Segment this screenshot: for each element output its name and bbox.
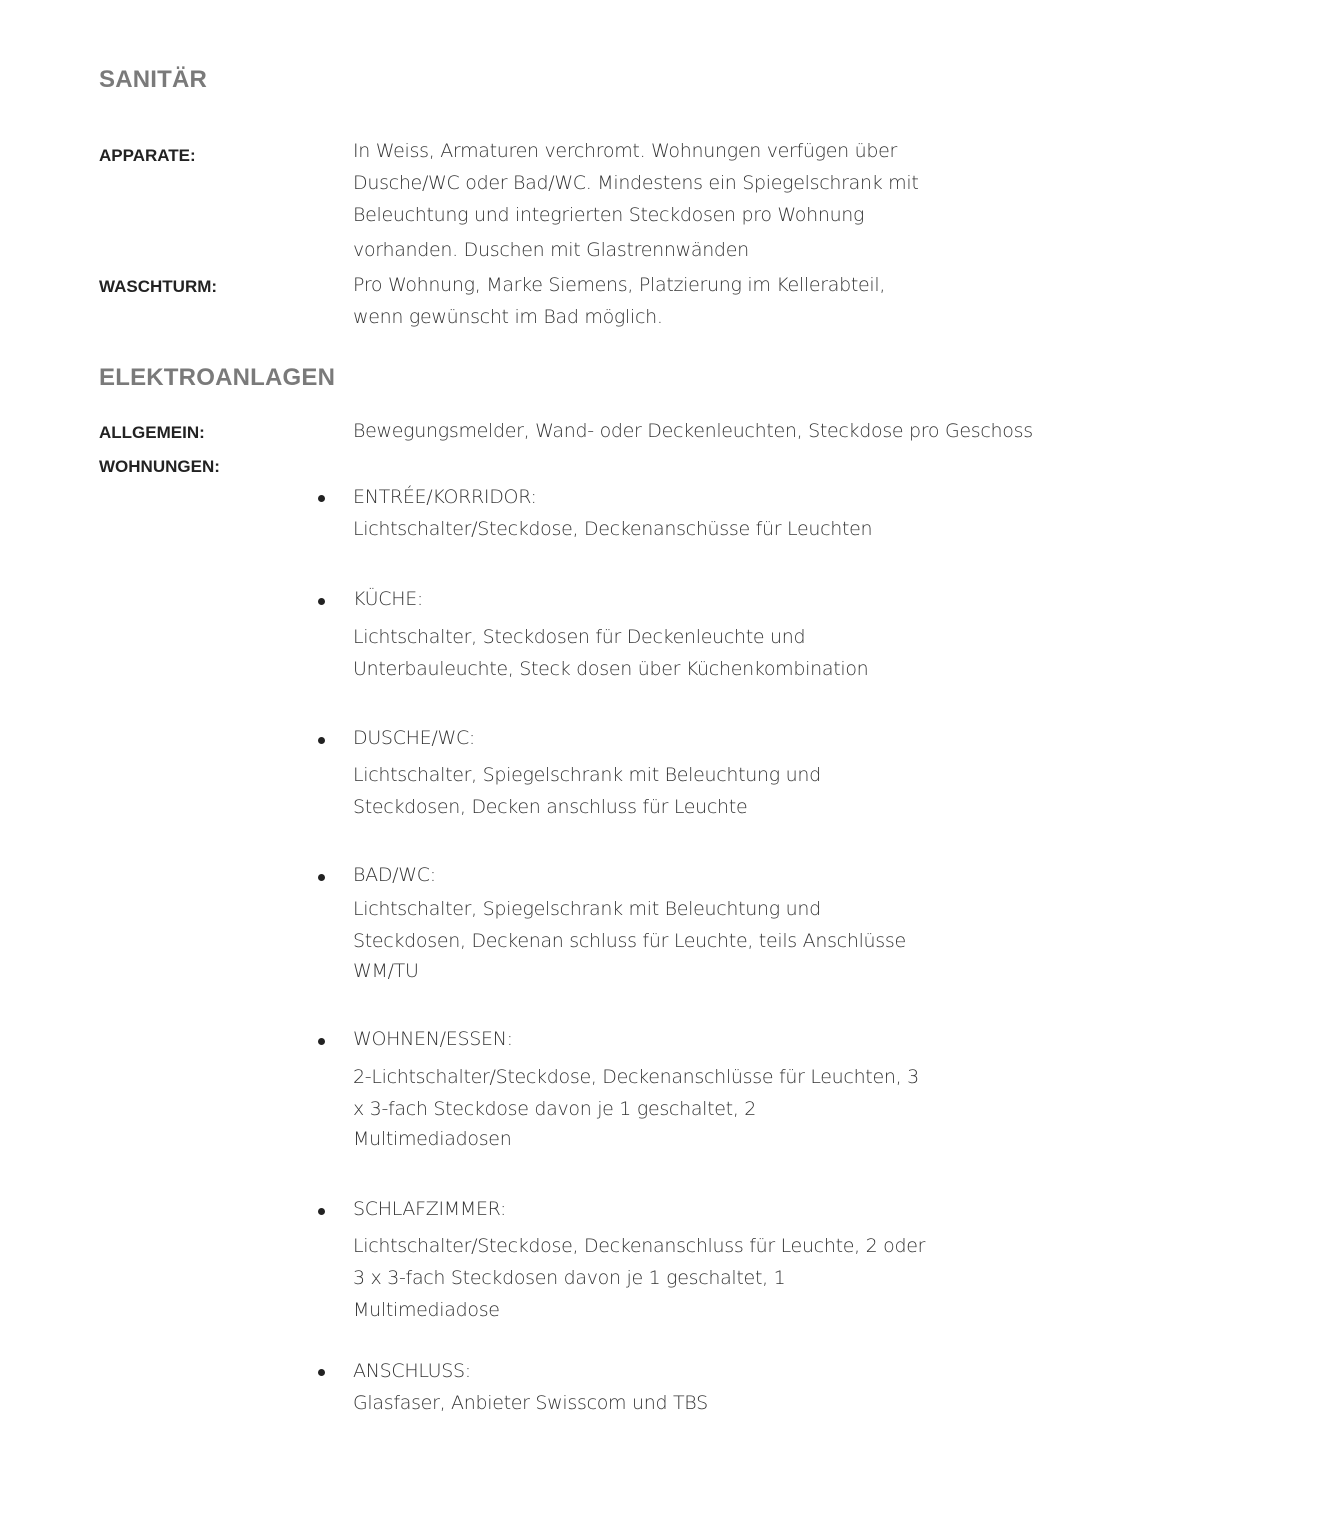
text-line: Dusche/WC oder Bad/WC. Mindestens ein Spiegelschrank mit bbox=[353, 172, 919, 194]
section-heading-sanitaer: SANITÄR bbox=[99, 66, 208, 93]
label-wohnungen: WOHNUNGEN: bbox=[99, 457, 220, 476]
label-waschturm: WASCHTURM: bbox=[99, 277, 218, 296]
list-item-dusche-wc bbox=[353, 722, 821, 823]
bullet-icon bbox=[318, 737, 325, 744]
list-item-bad-wc bbox=[353, 859, 906, 987]
list-item-entree bbox=[353, 481, 872, 545]
text-line: Lichtschalter/Steckdose, Deckenanschluss für Leuchte, 2 oder bbox=[353, 1235, 926, 1257]
text-line: x 3-fach Steckdose davon je 1 geschaltet, 2 bbox=[353, 1098, 757, 1120]
text-line: Lichtschalter, Spiegelschrank mit Beleuchtung und bbox=[353, 764, 821, 786]
text-line: Steckdosen, Decken anschluss für Leuchte bbox=[353, 796, 748, 818]
text-line: 2-Lichtschalter/Steckdose, Deckenanschlüsse für Leuchten, 3 bbox=[353, 1066, 919, 1088]
item-title: BAD/WC: bbox=[353, 864, 436, 886]
item-title: ANSCHLUSS: bbox=[353, 1360, 471, 1382]
text-line: wenn gewünscht im Bad möglich. bbox=[353, 306, 663, 328]
text-line: Unterbauleuchte, Steck dosen über Küchenkombination bbox=[353, 658, 869, 680]
item-title: SCHLAFZIMMER: bbox=[353, 1198, 507, 1220]
list-item-schlafzimmer bbox=[353, 1193, 925, 1326]
list-item-kueche bbox=[353, 583, 868, 685]
bullet-icon bbox=[318, 1369, 325, 1376]
bullet-icon bbox=[318, 1208, 325, 1215]
text-line: Lichtschalter, Spiegelschrank mit Beleuchtung und bbox=[353, 898, 821, 920]
label-allgemein: ALLGEMEIN: bbox=[99, 423, 205, 442]
item-title: ENTRÉE/KORRIDOR: bbox=[353, 486, 537, 508]
list-item-wohnen-essen bbox=[353, 1023, 919, 1155]
text-allgemein: Bewegungsmelder, Wand- oder Deckenleuchten, Steckdose pro Geschoss bbox=[353, 420, 1033, 442]
list-item-anschluss bbox=[353, 1355, 708, 1419]
item-title: WOHNEN/ESSEN: bbox=[353, 1028, 513, 1050]
text-line: WM/TU bbox=[353, 960, 419, 982]
text-line: Glasfaser, Anbieter Swisscom und TBS bbox=[353, 1392, 708, 1414]
bullet-icon bbox=[318, 1038, 325, 1045]
section-heading-elektro: ELEKTROANLAGEN bbox=[99, 364, 336, 391]
text-waschturm bbox=[353, 269, 885, 333]
text-line: Lichtschalter, Steckdosen für Deckenleuchte und bbox=[353, 626, 806, 648]
text-line: Beleuchtung und integrierten Steckdosen pro Wohnung bbox=[353, 204, 865, 226]
text-line: Lichtschalter/Steckdose, Deckenanschüsse für Leuchten bbox=[353, 518, 873, 540]
text-apparate bbox=[353, 135, 919, 266]
label-apparate: APPARATE: bbox=[99, 146, 196, 165]
text-line: Steckdosen, Deckenan schluss für Leuchte, teils Anschlüsse bbox=[353, 930, 906, 952]
bullet-icon bbox=[318, 495, 325, 502]
text-line: Multimediadose bbox=[353, 1299, 500, 1321]
text-line: Multimediadosen bbox=[353, 1128, 512, 1150]
text-line: In Weiss, Armaturen verchromt. Wohnungen verfügen über bbox=[353, 140, 898, 162]
bullet-icon bbox=[318, 874, 325, 881]
text-line: vorhanden. Duschen mit Glastrennwänden bbox=[353, 239, 749, 261]
text-line: Pro Wohnung, Marke Siemens, Platzierung im Kellerabteil, bbox=[353, 274, 886, 296]
bullet-icon bbox=[318, 598, 325, 605]
item-title: DUSCHE/WC: bbox=[353, 727, 476, 749]
item-title: KÜCHE: bbox=[353, 588, 424, 610]
text-line: 3 x 3-fach Steckdosen davon je 1 geschaltet, 1 bbox=[353, 1267, 786, 1289]
